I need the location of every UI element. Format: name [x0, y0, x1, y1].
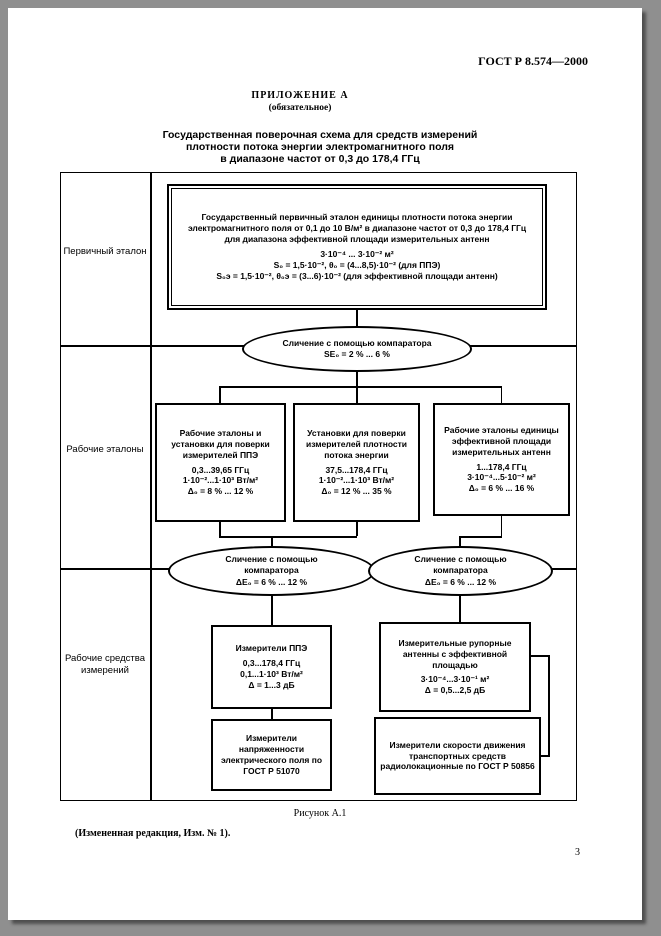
- connector: [219, 536, 357, 538]
- standard-box-installations-delta: Δ₀ = 12 % ... 35 %: [321, 486, 392, 497]
- instrument-box-radar-speed-title: Измерители скорости движения транспортных средств радиолокационные по ГОСТ Р 50856: [380, 739, 535, 772]
- standard-box-antenna-area: [433, 403, 570, 516]
- standard-box-ppe-title: Рабочие эталоны и установки для поверки измерителей ППЭ: [171, 427, 270, 460]
- scheme-title: [30, 129, 610, 165]
- instrument-box-ppe-title: Измерители ППЭ: [235, 643, 308, 654]
- comparator3-value: ΔЕ₀ = 6 % ... 12 %: [424, 576, 497, 587]
- instrument-box-ppe-meters: [211, 625, 332, 709]
- connector: [459, 536, 502, 538]
- instrument-box-ppe-range: 0,1...1·10³ Вт/м²: [240, 669, 303, 679]
- title-line-2: плотности потока энергии электромагнитного поля: [185, 141, 455, 153]
- standard-box-installations-title: Установки для поверки измерителей плотности потока энергии: [305, 427, 408, 460]
- appendix-note: (обязательное): [268, 103, 332, 113]
- standard-box-ppe-range: 1·10⁻²...1·10³ Вт/м²: [182, 475, 259, 486]
- connector: [459, 596, 461, 622]
- instrument-box-radar-speed: [374, 717, 541, 795]
- comparator2-label: Сличение с помощью компаратора: [225, 554, 318, 576]
- row-label-working-instruments: Рабочие средства измерений: [65, 653, 145, 676]
- instrument-box-ppe-freq: 0,3...178,4 ГГц: [242, 658, 301, 669]
- instrument-box-horn-delta: Δ = 0,5...2,5 дБ: [424, 685, 486, 696]
- standard-box-antenna-area-range: 3·10⁻⁴...5·10⁻² м²: [467, 472, 536, 483]
- connector: [459, 536, 461, 546]
- connector: [356, 372, 358, 386]
- standard-box-antenna-area-delta: Δ₀ = 6 % ... 16 %: [468, 483, 535, 494]
- connector: [356, 310, 358, 326]
- connector: [219, 386, 502, 388]
- connector: [501, 386, 503, 403]
- label-column-divider: [150, 172, 152, 801]
- comparator2-value: ΔЕ₀ = 6 % ... 12 %: [235, 576, 308, 587]
- title-line-1: Государственная поверочная схема для средств измерений: [162, 129, 478, 141]
- comparator1-label: Сличение с помощью компаратора: [282, 337, 432, 348]
- connector: [271, 709, 273, 719]
- standard-box-installations: [293, 403, 420, 522]
- primary-standard-box-inner: [171, 188, 543, 306]
- doc-number: ГОСТ Р 8.574—2000: [478, 54, 588, 68]
- row-label-primary: Первичный эталон: [63, 246, 147, 257]
- connector: [531, 655, 548, 657]
- standard-box-ppe: [155, 403, 286, 522]
- connector: [356, 522, 358, 536]
- comparator1-value: SЕ₀ = 2 % ... 6 %: [324, 349, 390, 359]
- standard-box-installations-freq: 37,5...178,4 ГГц: [325, 464, 388, 475]
- connector: [271, 536, 273, 546]
- primary-standard-range: 3·10⁻⁴ ... 3·10⁻² м²: [320, 249, 394, 259]
- connector: [219, 522, 221, 536]
- primary-standard-box: [167, 184, 547, 310]
- instrument-box-field-strength: [211, 719, 332, 791]
- comparator3-label: Сличение с помощью компаратора: [414, 554, 507, 576]
- connector: [219, 386, 221, 403]
- primary-standard-s-line: S₀ = 1,5·10⁻², θ₀ = (4...8,5)·10⁻² (для ППЭ): [273, 260, 441, 271]
- connector: [541, 755, 550, 757]
- connector: [356, 386, 358, 403]
- primary-standard-text: Государственный первичный эталон единицы плотности потока энергии электромагнитного поля от 0,1 до 10 В/м² в диапазоне частот от 0,3 до 178,4 ГГц для диапазона эффективной площади измерительных антенн: [187, 211, 527, 244]
- connector: [271, 596, 273, 625]
- instrument-box-ppe-delta: Δ = 1...3 дБ: [248, 679, 295, 690]
- figure-caption: Рисунок А.1: [293, 808, 347, 819]
- connector: [501, 516, 503, 536]
- comparator2-ellipse: [168, 546, 375, 596]
- comparator3-ellipse: [368, 546, 553, 596]
- standard-box-ppe-delta: Δ₀ = 8 % ... 12 %: [187, 486, 254, 497]
- standard-box-antenna-area-freq: 1...178,4 ГГц: [476, 461, 527, 472]
- standard-box-installations-range: 1·10⁻²...1·10³ Вт/м²: [318, 475, 395, 486]
- connector: [548, 655, 550, 756]
- row-label-working-standards: Рабочие эталоны: [66, 444, 144, 455]
- instrument-box-horn-range: 3·10⁻⁴...3·10⁻¹ м²: [420, 674, 490, 685]
- instrument-box-horn-title: Измерительные рупорные антенны с эффективной площадью: [398, 637, 512, 670]
- comparator1-ellipse: [242, 326, 472, 372]
- title-line-3: в диапазоне частот от 0,3 до 178,4 ГГц: [220, 153, 420, 165]
- instrument-box-field-strength-title: Измерители напряженности электрического поля по ГОСТ Р 51070: [220, 733, 323, 776]
- appendix-heading: ПРИЛОЖЕНИЕ А: [251, 90, 349, 101]
- page-number: 3: [575, 847, 580, 858]
- standard-box-antenna-area-title: Рабочие эталоны единицы эффективной площади измерительных антенн: [444, 424, 559, 457]
- revision-note: (Измененная редакция, Изм. № 1).: [75, 828, 231, 839]
- primary-standard-s2-line: S₀э = 1,5·10⁻², θ₀э = (3...6)·10⁻² (для эффективной площади антенн): [216, 271, 498, 282]
- standard-box-ppe-freq: 0,3...39,65 ГГц: [191, 464, 250, 475]
- instrument-box-horn-antennas: [379, 622, 531, 712]
